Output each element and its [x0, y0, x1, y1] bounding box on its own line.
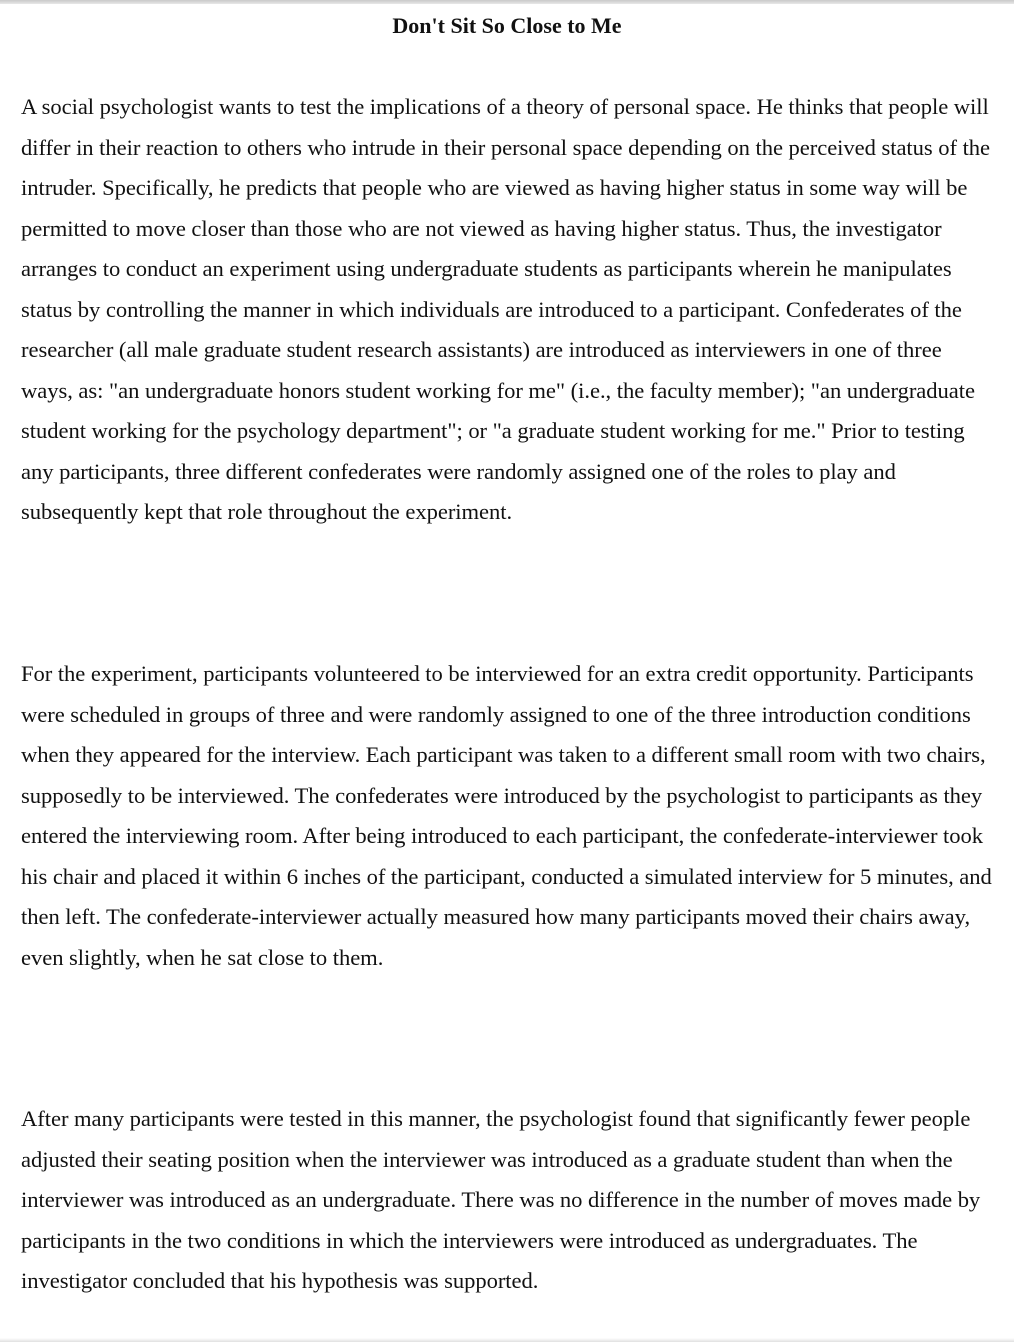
document-title: Don't Sit So Close to Me — [392, 13, 622, 38]
paragraph-1: A social psychologist wants to test the implications of a theory of personal space. He thinks that people will differ in their reaction to others who intrude in their personal space depending on the perceived status of the intruder. Specifically, he predicts that people who are viewed as having higher status in some way will be permitted to move closer than those who are not viewed as having higher status. Thus, the investigator arranges to conduct an experiment using undergraduate students as participants wherein he manipulates status by controlling the manner in which individuals are introduced to a participant. Confederates of the researcher (all male graduate student research assistants) are introduced as interviewers in one of three ways, as: "an undergraduate honors student working for me" (i.e., the faculty member); "an undergraduate student working for the psychology department"; or "a graduate student working for me." Prior to testing any participants, three different confederates were randomly assigned one of the roles to play and subsequently kept that role throughout the experiment. — [21, 94, 991, 524]
paragraph-3: After many participants were tested in this manner, the psychologist found that significantly fewer people adjusted their seating position when the interviewer was introduced as a graduate student than when the interviewer was introduced as an undergraduate. There was no difference in the number of moves made by participants in the two conditions in which the interviewers were introduced as undergraduates. The investigator concluded that his hypothesis was supported. — [21, 1106, 981, 1293]
paragraph-2: For the experiment, participants volunteered to be interviewed for an extra credit opportunity. Participants were scheduled in groups of three and were randomly assigned to one of the three introduction conditions when they appeared for the interview. Each participant was taken to a different small room with two chairs, supposedly to be interviewed. The confederates were introduced by the psychologist to participants as they entered the interviewing room. After being introduced to each participant, the confederate-interviewer took his chair and placed it within 6 inches of the participant, conducted a simulated interview for 5 minutes, and then left. The confederate-interviewer actually measured how many participants moved their chairs away, even slightly, when he sat close to them. — [21, 661, 992, 970]
page-bottom-edge — [0, 1338, 1014, 1342]
